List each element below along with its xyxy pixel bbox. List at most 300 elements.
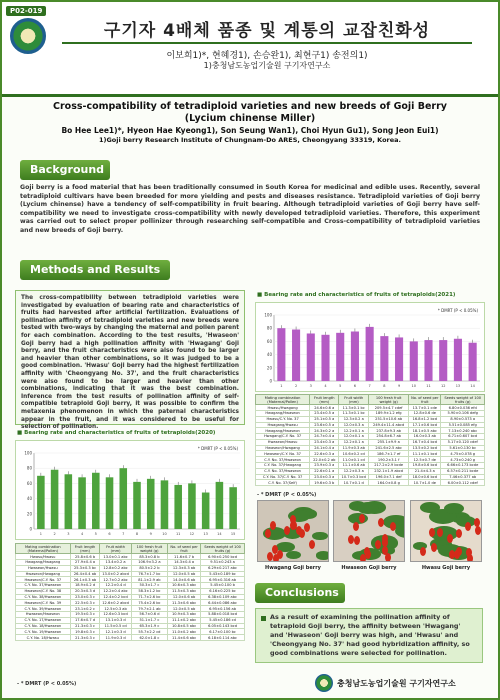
table-cell: 11.3±0.6 abc (168, 600, 201, 606)
bar (410, 341, 418, 381)
table-cell: 11.1±0.2 abc (168, 617, 201, 623)
figure-caption-2020: ■ Bearing rate and characteristics of fruits of tetraploids(2020) (17, 430, 215, 436)
table-2020-header-cell: Seeds weight of 100 fruits (g) (201, 544, 245, 554)
table-cell: 10.7±0.3 bcd (339, 474, 369, 480)
table-cell: 21.3±0.3 c (70, 623, 100, 629)
x-tick-label: 4 (80, 532, 84, 536)
table-cell: 12.8±0.2 abc (100, 565, 131, 571)
table-2021-header-cell: No. of seed per fruit (409, 395, 441, 405)
table-cell: 196.0±7.1 def (369, 474, 409, 480)
table-cell: C.Y. No. 37/Hwaseon (256, 457, 310, 463)
authors-english: Bo Hee Lee1)*, Hyeon Hae Kyeong1), Son Seung Wan1), Choi Hyun Gu1), Song Jeon Eui1) (61, 126, 439, 135)
table-cell: 24.1±0.4 a (310, 445, 339, 451)
table-cell: 9.51±0.243 a (201, 559, 245, 565)
table-cell: 23.6±0.5 a (310, 422, 339, 428)
x-tick-label: 5 (94, 532, 97, 536)
berry-shape (475, 526, 481, 535)
table-cell: 58.3±1.2 bc (131, 588, 167, 594)
table-cell: C.Y. No. 19/Hwaseon (16, 629, 71, 635)
table-cell: 12.0±0.5 ab (168, 606, 201, 612)
table-cell: 22.5±0.3 c (70, 600, 100, 606)
table-cell: 5.45±0.100 b (201, 583, 245, 589)
table-cell: 189.9±1.2 efg (369, 410, 409, 416)
bar-chart-2020 (15, 440, 245, 540)
x-tick-label: 6 (353, 384, 357, 388)
table-cell: 21.4±4.3 a (409, 468, 441, 474)
table-cell: 23.9±0.3 a (310, 463, 339, 469)
table-cell: 12.0±0.3 a (339, 422, 369, 428)
table-cell: Hwaseon/C.Y. No. 38 (16, 588, 71, 594)
table-cell: 217.2±2.9 bcde (369, 463, 409, 469)
footer-logo-icon (315, 674, 333, 692)
table-2021-header-cell: Fruit length (mm) (310, 395, 339, 405)
table-row (16, 635, 245, 641)
y-tick-label: 80 (26, 465, 32, 471)
x-tick-label: 1 (280, 384, 283, 388)
conclusions-heading: Conclusions (255, 583, 345, 603)
table-cell: 11.0±0.1 cd (339, 457, 369, 463)
berry-shape (431, 543, 437, 552)
bar (106, 477, 114, 529)
berry-shape (447, 534, 453, 543)
table-cell: 11.9±0.3 d (100, 635, 131, 641)
table-cell: 12.5±0.7 de (409, 457, 441, 463)
title-divider (62, 42, 472, 44)
table-cell: 12.0±0.1 a (339, 434, 369, 440)
table-cell: 85.3±0.8 b (131, 554, 167, 560)
berry-shape (277, 550, 283, 559)
chart-2020-svg (16, 441, 246, 541)
photo-label-hwaseon: Hwaseon Goji berry (341, 565, 397, 571)
bar (188, 483, 196, 529)
y-tick-label: 0 (29, 526, 32, 532)
table-cell: 5.51±0.085 efg (441, 422, 485, 428)
table-cell: 5.17±0.120 cdef (441, 439, 485, 445)
table-cell: 16.8±1.2 bcd (409, 416, 441, 422)
table-cell: Hwagang/Hwasu (256, 422, 310, 428)
bar (229, 487, 237, 529)
table-cell: 5.61±0.130 bc (441, 445, 485, 451)
table-cell: 12.2±0.1 a (339, 428, 369, 434)
table-cell: C.Y. No. 37/Hwagang (256, 463, 310, 469)
table-cell: Hwaseon/Hwaseon (16, 612, 71, 618)
y-tick-label: 40 (266, 352, 272, 358)
bar (277, 328, 285, 381)
table-cell: 12.3±0.3 ab (168, 565, 201, 571)
poster-header (2, 2, 498, 97)
table-cell: 10.6±0.2 cd (339, 451, 369, 457)
table-cell: 241.6±2.5 abc (369, 445, 409, 451)
table-cell: 255.1±9.9 a (369, 439, 409, 445)
bar (161, 480, 169, 529)
x-tick-label: 8 (383, 384, 386, 388)
table-cell: Hwasu/C.Y. No. 37 (256, 416, 310, 422)
table-cell: 6.80±0.036 efd (441, 405, 485, 411)
table-cell: 13.5±0.2 bcd (409, 445, 441, 451)
table-cell: 25.8±0.6 b (70, 554, 100, 560)
table-cell: 6.66±0.173 bcde (441, 463, 485, 469)
table-cell: C.Y. No. 17/Hwaseon (16, 617, 71, 623)
y-tick-label: 60 (26, 480, 32, 486)
table-cell: 12.0±0.6 ab (168, 594, 201, 600)
x-tick-label: 14 (470, 384, 475, 388)
table-cell: 6.17±0.100 bc (201, 629, 245, 635)
bar (92, 473, 100, 529)
bar (174, 485, 182, 529)
berry-shape (456, 529, 462, 538)
table-cell: 6.16±0.225 bc (201, 588, 245, 594)
table-cell: 6.29±0.217 abc (201, 565, 245, 571)
x-tick-label: 13 (455, 384, 461, 388)
table-cell: 24.6±0.6 a (310, 405, 339, 411)
x-tick-label: 7 (368, 384, 371, 388)
table-cell: 12.4±0.2 bcd (100, 594, 131, 600)
table-cell: 5.45±0.186 cd (201, 617, 245, 623)
leaf-shape (312, 532, 327, 540)
berry-shape (429, 528, 435, 537)
footnote-2020: - * DMRT (P < 0.05%) (17, 681, 77, 687)
table-cell: 190.2±3.1 f (369, 457, 409, 463)
table-cell: 6.38±0.109 abc (201, 594, 245, 600)
berry-shape (309, 540, 315, 549)
bar (424, 340, 432, 381)
table-cell: 27.9±0.4 a (70, 559, 100, 565)
table-cell: 25.1±0.5 a (310, 416, 339, 422)
table-cell: 4.75±0.078 g (441, 451, 485, 457)
photo-hwaseon (333, 500, 405, 562)
table-cell: 23.4±0.5 a (310, 410, 339, 416)
table-cell: 11.3±0.1 bc (339, 410, 369, 416)
table-cell: 12.2±0.4 abc (100, 588, 131, 594)
chart-2021-svg (256, 303, 486, 393)
table-cell: 6.95±0.156 ab (201, 606, 245, 612)
table-cell: 11.0±0.2 abc (168, 629, 201, 635)
table-cell: 12.6±0.3 bcd (100, 612, 131, 618)
table-cell: 20.3±0.3 d (70, 588, 100, 594)
table-cell: 12.5±0.3 ab (100, 606, 131, 612)
table-cell: 12.6±0.2 abcd (100, 600, 131, 606)
table-cell: Hwagang/Hwaseon (256, 428, 310, 434)
table-cell: 209.5±4.7 cdef (369, 405, 409, 411)
table-cell: 12.8±0.6 de (409, 410, 441, 416)
x-tick-label: 9 (397, 384, 401, 388)
table-cell: 11.3±0.1 bc (339, 405, 369, 411)
photo-hwagang (257, 500, 329, 562)
table-cell: 23.4±0.3 a (310, 439, 339, 445)
y-tick-label: 80 (266, 325, 272, 331)
background-heading: Background (20, 160, 110, 180)
bar (351, 332, 359, 382)
table-cell: 55.7±2.2 cd (131, 629, 167, 635)
table-cell: 24.3±0.2 a (310, 428, 339, 434)
table-cell: Hwaseon/Hwasu (16, 565, 71, 571)
table-cell: 106.9±3.2 a (131, 559, 167, 565)
table-cell: 7.13±0.240 abc (441, 428, 485, 434)
berry-shape (265, 529, 271, 538)
table-cell: 56.7±0.6 d (131, 612, 167, 618)
table-cell: 13.1±0.3 d (100, 617, 131, 623)
table-2020-header-cell: Mating combination (Maternal/Pollen) (16, 544, 71, 554)
table-row (256, 480, 485, 486)
x-tick-label: 1 (39, 532, 42, 536)
table-cell: 79.7±2.1 ab (131, 606, 167, 612)
table-cell: 6.00±0.112 cdef (441, 480, 485, 486)
berry-shape (354, 536, 360, 545)
bullet-icon (261, 616, 266, 621)
berry-shape (290, 515, 296, 524)
x-tick-label: 9 (149, 532, 152, 536)
table-cell: 62.0±1.8 c (131, 635, 167, 641)
table-cell: 50.3±1.7 c (131, 583, 167, 589)
bar (380, 336, 388, 381)
bar (439, 340, 447, 381)
table-cell: 71.7±2.6 bc (131, 594, 167, 600)
photo-label-hwagang: Hwagang Goji berry (265, 565, 321, 571)
table-cell: 7.46±0.377 ab (441, 474, 485, 480)
y-tick-label: 20 (26, 511, 32, 517)
y-tick-label: 100 (264, 312, 272, 318)
y-tick-label: 0 (269, 378, 272, 384)
chart-legend: * DMRT (P < 0.05%) (437, 308, 478, 313)
table-cell: 16.0±0.3 ab (409, 434, 441, 440)
methods-text: The cross-compatibility between tetradiploid varieties were investigated by evaluation of bearing rate and characteristics of fruits had harvested after artificial fertilization. Evaluations of pollination affinity of tetradiploid varieties and new breeds were tested with two-ways by changing the maternal and pollen parent for each combination. According to the test results, 'Hwaseon' Goji berry had a high pollination affinity with 'Hwagang' Goji berry, and the fruit characteristics were also found to be larger and heavier than other combinations, so it was judged to be a good combination. 'Hwasu' Goji berry had the highest fertilization affinity with 'Cheongyang No. 37', and the fruit characteristics were also found to be larger and heavier than other combinations, indicating that it was the best combination. Inference from the test results of pollination affinity of self-compatible tetraploid Goji berry, it was possible to confirm the metaxenia phenomenon in which the paternal characteristics appear in the fruit, and it was considered to be useful for selection of pollination. (21, 295, 239, 431)
berry-shape (420, 547, 426, 556)
x-tick-label: 4 (324, 384, 327, 388)
footer-org: 충청남도농업기술원 구기자연구소 (337, 679, 456, 688)
photo-hwasu (410, 500, 482, 562)
conclusions-text: As a result of examining the pollination affinity of tetraploid Goji berry, the affinity between 'Hwagang' and 'Hwaseon' Goji berry was high, and 'Hwasu' and 'Cheongyang No. 37' had good hybridization affinity, so good combinations were selected for pollination. (270, 613, 470, 657)
table-cell: 81.1±2.9 ab (131, 577, 167, 583)
photo-label-hwasu: Hwasu Goji berry (421, 565, 471, 571)
x-tick-label: 13 (203, 532, 208, 536)
x-tick-label: 12 (189, 532, 195, 536)
table-cell: Hwaseon/Hwasu (256, 439, 310, 445)
table-cell: 12.7±0.2 abc (100, 577, 131, 583)
table-cell: 5.88±0.018 bcd (201, 612, 245, 618)
table-cell: 13.7±0.1 cde (409, 405, 441, 411)
table-cell: 11.1±0.6 ab (339, 463, 369, 469)
table-cell: 10.6±0.3 abc (168, 583, 201, 589)
table-cell: 11.1±0.1 bcd (409, 451, 441, 457)
table-cell: 76.7±1.7 bc (131, 571, 167, 577)
table-cell: 18.0±0.6 bcd (409, 474, 441, 480)
table-cell: Hwagang/Hwagang (16, 559, 71, 565)
bar (37, 476, 45, 529)
table-cell: 12.1±0.3 d (100, 629, 131, 635)
x-tick-label: 6 (108, 532, 111, 536)
x-tick-label: 3 (309, 384, 312, 388)
table-cell: 23.1±0.2 c (70, 606, 100, 612)
poster-id-badge: P02-019 (6, 6, 46, 16)
table-2021 (255, 394, 485, 486)
x-tick-label: 5 (339, 384, 342, 388)
table-2021-header-cell: Mating combination (Maternal/Pollen) (256, 395, 310, 405)
table-cell: Hwasu/Hwasu (16, 554, 71, 560)
table-cell: 23.0±0.3 c (70, 594, 100, 600)
table-cell: C.Y. No. 38/Hwaseon (16, 594, 71, 600)
berry-shape (299, 529, 305, 538)
table-2021-header-cell: 100 fresh fruit weight (g) (369, 395, 409, 405)
berry-shape (385, 553, 391, 562)
bar (336, 333, 344, 381)
berry-shape (353, 522, 359, 531)
x-tick-label: 10 (411, 384, 417, 388)
bar (65, 474, 73, 529)
table-cell: 10.9±0.3 abc (168, 612, 201, 618)
table-cell: 5.43±0.189 bc (201, 571, 245, 577)
methods-heading: Methods and Results (20, 260, 170, 280)
title-english: Cross-compatibility of tetradiploid varieties and new breeds of Goji Berry (Lycium chinense Miller) (53, 101, 447, 124)
table-cell: 6.95±0.316 ab (201, 577, 245, 583)
leaf-shape (357, 502, 379, 514)
table-2020 (15, 543, 245, 641)
table-cell: Hwaseon/C.Y. No. 39 (16, 600, 71, 606)
bar (454, 339, 462, 381)
table-cell: 14.0±0.6 ab (168, 577, 201, 583)
table-cell: 164.0±0.8 g (369, 480, 409, 486)
table-cell: C.Y. No. 18/Hwasu (16, 635, 71, 641)
x-tick-label: 11 (426, 384, 431, 388)
table-cell: 13.4±0.2 a (100, 559, 131, 565)
table-cell: 12.2±0.3 a (339, 468, 369, 474)
bar (119, 468, 127, 529)
table-cell: 19.8±0.6 bcd (409, 463, 441, 469)
table-cell: 6.90±0.250 bcd (201, 554, 245, 560)
table-cell: 11.5±0.5 cd (100, 623, 131, 629)
table-2021-header-cell: Seeds weight of 100 fruits (g) (441, 395, 485, 405)
x-tick-label: 3 (67, 532, 70, 536)
berry-shape (466, 548, 472, 557)
y-tick-label: 100 (24, 450, 32, 456)
table-2020-header-cell: No. of seed per fruit (168, 544, 201, 554)
table-cell: 249.4±11.4 abcd (369, 422, 409, 428)
bar (292, 330, 300, 381)
table-cell: 80.5±2.2 b (131, 565, 167, 571)
x-tick-label: 11 (175, 532, 181, 536)
table-cell: 23.0±0.3 a (310, 474, 339, 480)
x-tick-label: 8 (135, 532, 139, 536)
x-tick-label: 14 (217, 532, 222, 536)
leaf-shape (286, 551, 302, 560)
bar (51, 470, 59, 529)
table-cell: 6.57±0.211 bcde (441, 468, 485, 474)
bar (133, 482, 141, 529)
table-cell: 6.05±0.143 bcd (201, 623, 245, 629)
table-cell: 18.9±0.2 d (70, 583, 100, 589)
table-cell: C.Y. No. 37/C.Y. No. 37 (256, 474, 310, 480)
table-cell: 10.7±1.0 de (409, 480, 441, 486)
table-cell: C.Y. No. 18/Hwaseon (16, 623, 71, 629)
background-text: Goji berry is a food material that has been traditionally consumed in South Korea for medicinal and edible uses. Recently, several tetradiploid cultivars have been breeded for more yielding and pests and diseases resistance. Tetradiploid varieties of Goji berry (Lycium chinense) have a tendency of self-compatibility in fruit bearing. Although tetradiploid varieties of Goji berry have self-compatibility we need to investigate cross-compatibility with newly developed tetradiploid varieties. Therefore, this experiment was carried out to select proper pollinizer through researching self-compatible and Cross-compatibility of tetradiploid varieties and new breeds of Goji berry. (20, 184, 480, 234)
table-cell: 6.44±0.086 abc (201, 600, 245, 606)
table-cell: 6.18±0.114 abc (201, 635, 245, 641)
table-cell: C.Y. No. 37/Hwaseon (256, 468, 310, 474)
table-cell: Hwaseon/C.Y. No. 37 (16, 577, 71, 583)
methods-box (15, 290, 245, 431)
table-cell: Hwagang/C.Y. No. 37 (256, 434, 310, 440)
x-tick-label: 12 (440, 384, 446, 388)
table-cell: Hwaseon/C.Y. No. 37 (256, 451, 310, 457)
table-cell: 10.7±0.1 d (339, 480, 369, 486)
figure-caption-2021: ■ Bearing rate and characteristics of fruits of tetraploids(2021) (257, 292, 455, 298)
bar (321, 335, 329, 381)
conclusions-box (255, 608, 483, 663)
bar (469, 343, 477, 381)
y-tick-label: 60 (266, 338, 272, 344)
berry-shape (359, 514, 365, 523)
table-cell: 19.6±0.3 b (310, 480, 339, 486)
table-cell: Hwasu/Hwagang (256, 405, 310, 411)
table-cell: 11.6±0.7 b (168, 554, 201, 560)
bar (395, 337, 403, 381)
table-cell: 10.8±0.5 abc (168, 623, 201, 629)
authors-korean: 이보희1)*, 현혜경1), 손승완1), 최현구1) 송전의1) (166, 51, 368, 61)
table-cell: 237.8±9.3 ab (369, 428, 409, 434)
table-cell: 16.7±0.4 bcd (409, 439, 441, 445)
table-cell: C.Y. No. 37/Hwaseon (16, 583, 71, 589)
x-tick-label: 15 (230, 532, 236, 536)
table-cell: Hwaseon/Hwagang (16, 571, 71, 577)
table-cell: 18.1±0.5 abc (409, 428, 441, 434)
table-cell: 22.0±0.2 ab (310, 457, 339, 463)
berry-shape (437, 528, 443, 537)
x-tick-label: 2 (53, 532, 56, 536)
bar-chart-2021 (255, 302, 485, 392)
table-2021-header-cell: Fruit width (mm) (339, 395, 369, 405)
table-cell: 186.7±1.7 ef (369, 451, 409, 457)
table-cell: 12.2±0.1 a (339, 439, 369, 445)
table-cell: C.Y. No. 39/Hwaseon (16, 606, 71, 612)
title-korean: 구기자 4배체 품종 및 계통의 교잡친화성 (103, 21, 431, 41)
table-cell: 65.3±1.9 c (131, 623, 167, 629)
bar (307, 333, 315, 381)
table-cell: 4.73±0.240 g (441, 457, 485, 463)
table-cell: 13.0±0.1 abc (100, 554, 131, 560)
table-cell: Hwagang/Hwaseon (256, 410, 310, 416)
table-cell: 22.6±0.1 a (310, 468, 339, 474)
table-cell: 22.6±0.3 a (310, 451, 339, 457)
table-cell: 254.8±6.7 ab (369, 434, 409, 440)
table-cell: 75.4±2.6 bc (131, 600, 167, 606)
table-cell: 17.1±0.6 bcd (409, 422, 441, 428)
x-tick-label: 2 (294, 384, 298, 388)
table-cell: 19.8±0.3 c (70, 629, 100, 635)
table-cell: 8.90±0.573 a (441, 416, 485, 422)
x-tick-label: 10 (162, 532, 167, 536)
table-cell: 12.0±0.5 ab (168, 571, 201, 577)
footnote-2021: - * DMRT (P < 0.05%) (257, 492, 317, 498)
affiliation-korean: 1)충청남도농업기술원 구기자연구소 (203, 61, 331, 70)
table-cell: 12.3±0.2 a (339, 416, 369, 422)
table-cell: 251.5±10.6 ab (369, 416, 409, 422)
table-2020-header-cell: Fruit width (mm) (100, 544, 131, 554)
berry-shape (378, 518, 384, 527)
chart-legend: * DMRT (P < 0.05%) (197, 446, 238, 451)
table-cell: C.Y. No. 37(Self) (256, 480, 310, 486)
table-cell: 51.1±1.7 c (131, 617, 167, 623)
bar (366, 327, 374, 381)
affiliation-english: 1)Goji berry Research Institute of Chungnam-Do ARES, Cheongyang 33319, Korea. (98, 136, 402, 144)
table-cell: 25.3±0.3 bc (70, 565, 100, 571)
table-cell: 13.0±0.2 abcd (100, 571, 131, 577)
table-cell: 6.71±0.607 bcd (441, 434, 485, 440)
leaf-shape (395, 524, 405, 539)
bar (202, 493, 210, 529)
table-2020-header-cell: Fruit length (mm) (70, 544, 100, 554)
berry-shape (465, 522, 471, 531)
bar (147, 479, 155, 529)
table-cell: 11.5±0.3 abc (168, 588, 201, 594)
